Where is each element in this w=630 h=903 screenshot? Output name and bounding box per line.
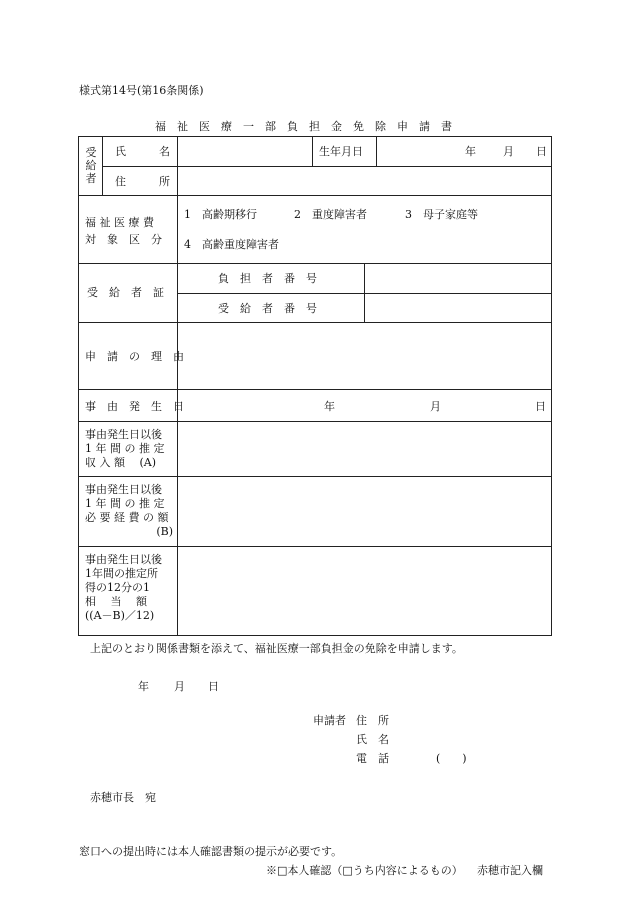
applicant-phone-label: 電 話 <box>356 752 389 765</box>
payer-number-field[interactable] <box>364 263 552 294</box>
estimate-field[interactable] <box>177 546 552 636</box>
income-field[interactable] <box>177 421 552 477</box>
birth-date-field[interactable] <box>376 136 552 167</box>
recipient-group-char: 受 <box>85 146 97 159</box>
addressee: 赤穂市長 宛 <box>90 791 156 804</box>
birth-month-unit: 月 <box>503 145 514 158</box>
income-label-cell <box>78 421 178 477</box>
category-label-cell <box>78 195 178 264</box>
estimate-label <box>85 553 173 623</box>
recipient-number-label: 受 給 者 番 号 <box>218 302 317 315</box>
address-field[interactable] <box>177 166 552 196</box>
event-date-label: 事 由 発 生 日 <box>85 400 184 413</box>
recipient-number-field[interactable] <box>364 293 552 323</box>
reason-field[interactable] <box>177 322 552 390</box>
income-label-line: 事由発生日以後 <box>85 428 162 441</box>
certificate-label-cell <box>78 263 178 323</box>
estimate-label-line: 1年間の推定所 <box>85 567 158 580</box>
declaration-text: 上記のとおり関係書類を添えて、福祉医療一部負担金の免除を申請します。 <box>90 642 463 655</box>
expenses-label-line: (B) <box>156 525 173 538</box>
birth-year-unit: 年 <box>465 145 476 158</box>
name-field[interactable] <box>177 136 313 167</box>
footer-note: 窓口への提出時には本人確認書類の提示が必要です。 <box>79 845 343 858</box>
estimate-label-line: 事由発生日以後 <box>85 553 162 566</box>
category-option-1[interactable]: 1 高齢期移行 <box>184 208 257 221</box>
expenses-field[interactable] <box>177 476 552 547</box>
expenses-label-line: 1 年 間 の 推 定 <box>85 497 165 510</box>
payer-number-label: 負 担 者 番 号 <box>218 272 317 285</box>
form-number: 様式第14号(第16条関係) <box>79 84 204 97</box>
payer-number-label-cell <box>177 263 365 294</box>
event-month-unit: 月 <box>430 400 441 413</box>
footer-check-identity[interactable]: ※□本人確認（□うち内容によるもの） <box>266 864 463 877</box>
date-day-unit: 日 <box>208 680 219 693</box>
estimate-label-line: ((A－B)／12) <box>85 609 155 622</box>
expenses-label <box>85 483 173 539</box>
income-label <box>85 428 173 470</box>
category-label-line2: 対 象 区 分 <box>85 233 162 246</box>
birth-day-unit: 日 <box>536 145 547 158</box>
expenses-label-cell <box>78 476 178 547</box>
form-title: 福 祉 医 療 一 部 負 担 金 免 除 申 請 書 <box>155 120 452 133</box>
applicant-address-label: 住 所 <box>356 714 389 727</box>
expenses-label-line: 必 要 経 費 の 額 <box>85 511 169 524</box>
category-options-cell <box>177 195 552 264</box>
event-date-field[interactable] <box>177 389 552 422</box>
category-label-line1: 福 祉 医 療 費 <box>85 216 154 229</box>
income-label-line: 収 入 額 (A) <box>85 456 157 469</box>
name-label: 氏 名 <box>115 145 170 158</box>
event-day-unit: 日 <box>535 400 546 413</box>
applicant-prefix: 申請者 <box>313 714 346 727</box>
event-date-label-cell <box>78 389 184 422</box>
reason-label: 申 請 の 理 由 <box>85 350 184 363</box>
name-label-cell <box>102 136 178 167</box>
estimate-label-line: 相 当 額 <box>85 595 147 608</box>
applicant-phone-parens: ( ) <box>436 752 467 765</box>
expenses-label-line: 事由発生日以後 <box>85 483 162 496</box>
recipient-group-char: 者 <box>85 172 97 185</box>
address-label: 住 所 <box>115 175 170 188</box>
estimate-label-line: 得の12分の1 <box>85 581 150 594</box>
certificate-label: 受 給 者 証 <box>87 286 164 299</box>
recipient-group-char: 給 <box>85 159 97 172</box>
recipient-group-cell <box>78 136 103 196</box>
birth-label-cell <box>312 136 377 167</box>
date-year-unit: 年 <box>138 680 149 693</box>
income-label-line: 1 年 間 の 推 定 <box>85 442 165 455</box>
footer-city-use-label: 赤穂市記入欄 <box>477 864 543 877</box>
address-label-cell <box>102 166 178 196</box>
reason-label-cell <box>78 322 184 390</box>
category-option-2[interactable]: 2 重度障害者 <box>294 208 367 221</box>
category-option-4[interactable]: 4 高齢重度障害者 <box>184 238 279 251</box>
applicant-name-label: 氏 名 <box>356 733 389 746</box>
category-option-3[interactable]: 3 母子家庭等 <box>405 208 478 221</box>
birth-label: 生年月日 <box>319 145 363 158</box>
estimate-label-cell <box>78 546 178 636</box>
date-month-unit: 月 <box>174 680 185 693</box>
recipient-number-label-cell <box>177 293 365 323</box>
event-year-unit: 年 <box>324 400 335 413</box>
